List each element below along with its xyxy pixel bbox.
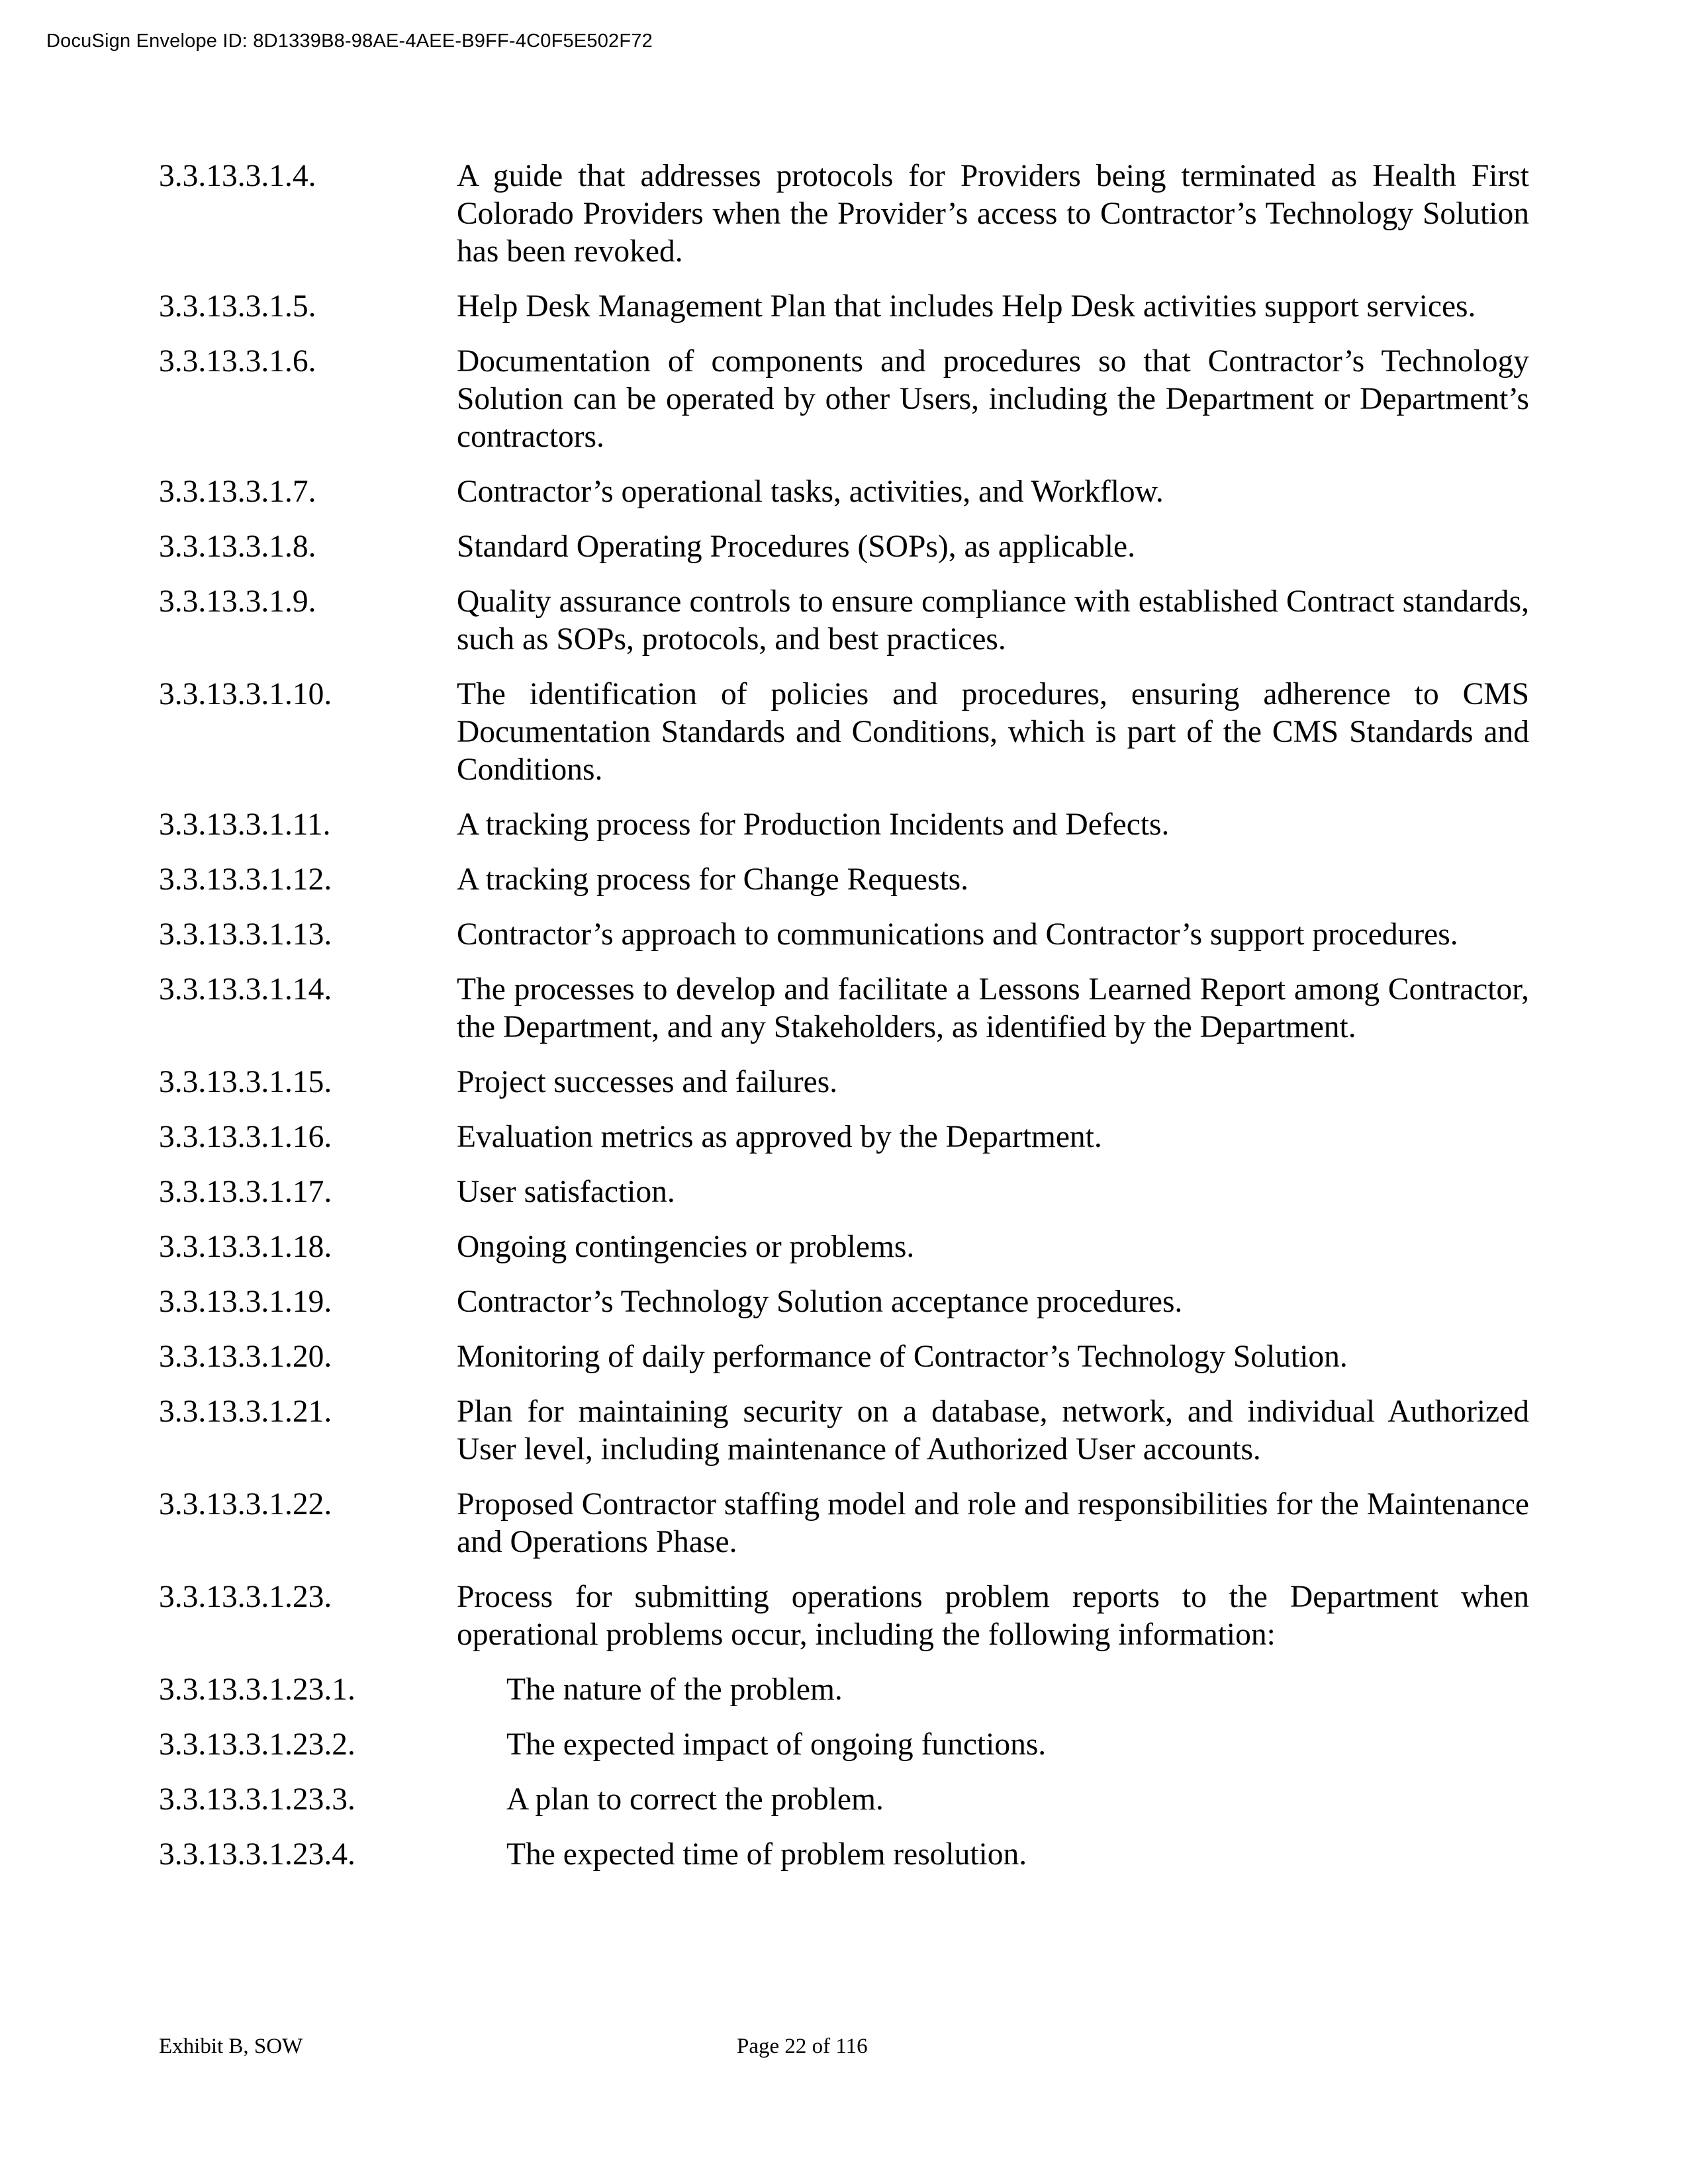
list-item [159, 1118, 1529, 1156]
list-item [159, 1064, 1529, 1101]
list-subitem [159, 1671, 1529, 1709]
item-text: Ongoing contingencies or problems. [457, 1230, 915, 1264]
item-text: Monitoring of daily performance of Contractor’s Technology Solution. [457, 1340, 1348, 1374]
item-number: 3.3.13.3.1.21. [159, 1394, 332, 1429]
list-item [159, 861, 1529, 899]
list-subitem [159, 1726, 1529, 1764]
list-item [159, 1338, 1529, 1376]
item-number: 3.3.13.3.1.17. [159, 1175, 332, 1209]
list-item [159, 343, 1529, 456]
list-subitem [159, 1781, 1529, 1819]
list-item [159, 676, 1529, 789]
item-number: 3.3.13.3.1.22. [159, 1487, 332, 1522]
list-item [159, 971, 1529, 1046]
list-item [159, 158, 1529, 271]
item-number: 3.3.13.3.1.9. [159, 584, 316, 619]
item-text: A tracking process for Change Requests. [457, 862, 969, 897]
list-item [159, 1486, 1529, 1561]
item-number: 3.3.13.3.1.15. [159, 1065, 332, 1099]
item-number: 3.3.13.3.1.16. [159, 1120, 332, 1154]
item-text: Project successes and failures. [457, 1065, 838, 1099]
list-item [159, 288, 1529, 326]
item-text: The expected time of problem resolution. [506, 1837, 1027, 1872]
item-text: Standard Operating Procedures (SOPs), as applicable. [457, 529, 1135, 564]
item-text: Contractor’s operational tasks, activities, and Workflow. [457, 475, 1164, 509]
item-number: 3.3.13.3.1.18. [159, 1230, 332, 1264]
item-number: 3.3.13.3.1.23. [159, 1580, 332, 1614]
list-item [159, 473, 1529, 511]
item-number: 3.3.13.3.1.11. [159, 807, 331, 842]
item-text: Documentation of components and procedures so that Contractor’s Technology Solution can be operated by other Users, including the Department or Department’s contractors. [457, 344, 1529, 454]
list-item [159, 1228, 1529, 1266]
list-item [159, 916, 1529, 954]
item-number: 3.3.13.3.1.23.3. [159, 1782, 355, 1817]
item-number: 3.3.13.3.1.4. [159, 159, 316, 193]
item-number: 3.3.13.3.1.23.2. [159, 1727, 355, 1762]
item-number: 3.3.13.3.1.12. [159, 862, 332, 897]
item-number: 3.3.13.3.1.14. [159, 972, 332, 1007]
item-number: 3.3.13.3.1.7. [159, 475, 316, 509]
item-number: 3.3.13.3.1.10. [159, 677, 332, 711]
list-item [159, 528, 1529, 566]
docusign-envelope-id: DocuSign Envelope ID: 8D1339B8-98AE-4AEE-B9FF-4C0F5E502F72 [46, 30, 653, 52]
item-text: User satisfaction. [457, 1175, 675, 1209]
item-text: Process for submitting operations problem reports to the Department when operational problems occur, including the following information: [457, 1580, 1529, 1652]
list-item [159, 1578, 1529, 1654]
item-text: Proposed Contractor staffing model and role and responsibilities for the Maintenance and Operations Phase. [457, 1487, 1529, 1559]
list-item [159, 806, 1529, 844]
item-text: Plan for maintaining security on a database, network, and individual Authorized User level, including maintenance of Authorized User accounts. [457, 1394, 1529, 1467]
item-text: The expected impact of ongoing functions. [506, 1727, 1047, 1762]
item-number: 3.3.13.3.1.8. [159, 529, 316, 564]
item-number: 3.3.13.3.1.23.4. [159, 1837, 355, 1872]
item-number: 3.3.13.3.1.6. [159, 344, 316, 379]
list-item [159, 1173, 1529, 1211]
footer-document-label: Exhibit B, SOW [159, 2034, 303, 2058]
item-text: A plan to correct the problem. [506, 1782, 884, 1817]
item-text: Contractor’s approach to communications and Contractor’s support procedures. [457, 917, 1458, 952]
item-number: 3.3.13.3.1.20. [159, 1340, 332, 1374]
item-number: 3.3.13.3.1.5. [159, 289, 316, 324]
item-text: Quality assurance controls to ensure compliance with established Contract standards, such as SOPs, protocols, and best practices. [457, 584, 1529, 657]
list-item [159, 1283, 1529, 1321]
item-text: The nature of the problem. [506, 1672, 843, 1707]
item-number: 3.3.13.3.1.23.1. [159, 1672, 355, 1707]
item-text: The identification of policies and procedures, ensuring adherence to CMS Documentation Standards and Conditions, which is part of the CMS Standards and Conditions. [457, 677, 1529, 787]
numbered-item-list [159, 158, 1529, 1891]
list-subitem [159, 1836, 1529, 1874]
item-text: Help Desk Management Plan that includes Help Desk activities support services. [457, 289, 1476, 324]
item-text: A tracking process for Production Incidents and Defects. [457, 807, 1170, 842]
item-text: A guide that addresses protocols for Providers being terminated as Health First Colorado Providers when the Provider’s access to Contractor’s Technology Solution has been revoked. [457, 159, 1529, 269]
list-item [159, 1393, 1529, 1469]
item-text: The processes to develop and facilitate a Lessons Learned Report among Contractor, the Department, and any Stakeholders, as identified by the Department. [457, 972, 1529, 1044]
item-number: 3.3.13.3.1.13. [159, 917, 332, 952]
list-item [159, 583, 1529, 659]
item-text: Contractor’s Technology Solution acceptance procedures. [457, 1285, 1183, 1319]
item-number: 3.3.13.3.1.19. [159, 1285, 332, 1319]
footer-page-number: Page 22 of 116 [737, 2034, 868, 2058]
item-text: Evaluation metrics as approved by the Department. [457, 1120, 1102, 1154]
